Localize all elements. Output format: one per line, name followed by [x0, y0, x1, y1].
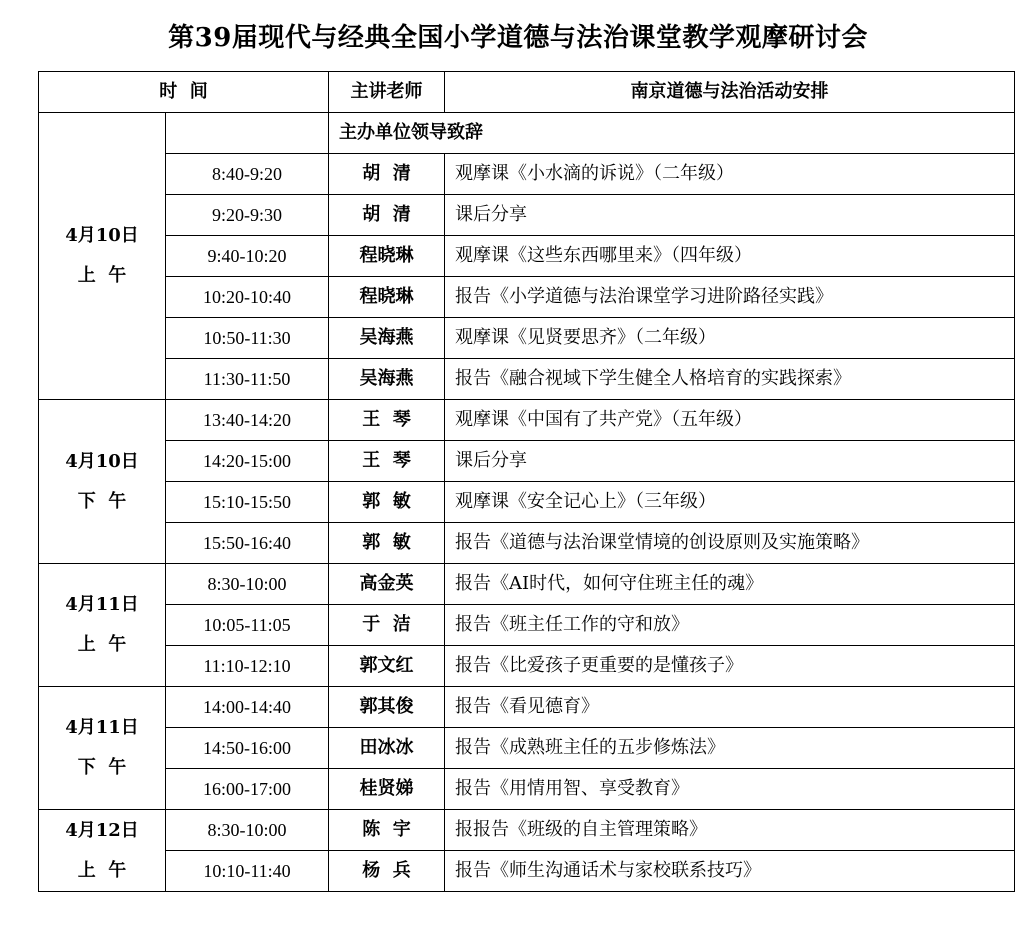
- day-date: 4月11日: [65, 594, 139, 615]
- opening-time-blank: [166, 113, 329, 154]
- header-row: [39, 72, 1015, 113]
- page-title: 第39届现代与经典全国小学道德与法治课堂教学观摩研讨会: [168, 23, 868, 53]
- speaker-name: 程晓琳: [329, 277, 445, 318]
- schedule-row: [39, 523, 1015, 564]
- time-slot: 8:40-9:20: [166, 154, 329, 195]
- activity-description: 观摩课《这些东西哪里来》（四年级）: [445, 236, 1015, 277]
- speaker-name: 吴海燕: [329, 318, 445, 359]
- day-cell: [39, 810, 166, 892]
- speaker-name: 王 琴: [329, 441, 445, 482]
- speaker-name: 田冰冰: [329, 728, 445, 769]
- schedule-row: [39, 318, 1015, 359]
- activity-description: 观摩课《见贤要思齐》（二年级）: [445, 318, 1015, 359]
- activity-description: 观摩课《小水滴的诉说》（二年级）: [445, 154, 1015, 195]
- activity-description: 报告《道德与法治课堂情境的创设原则及实施策略》: [445, 523, 1015, 564]
- day-date: 4月10日: [65, 225, 139, 246]
- schedule-row: [39, 810, 1015, 851]
- time-slot: 9:20-9:30: [166, 195, 329, 236]
- time-slot: 15:50-16:40: [166, 523, 329, 564]
- day-cell: [39, 564, 166, 687]
- speaker-name: 程晓琳: [329, 236, 445, 277]
- opening-remarks: 主办单位领导致辞: [329, 113, 1015, 154]
- speaker-name: 杨 兵: [329, 851, 445, 892]
- time-slot: 15:10-15:50: [166, 482, 329, 523]
- day-period: 下 午: [77, 490, 127, 512]
- activity-description: 报告《用情用智、享受教育》: [445, 769, 1015, 810]
- day-date: 4月10日: [65, 450, 139, 472]
- day-cell: [39, 113, 166, 400]
- opening-row: [39, 113, 1015, 154]
- activity-description: 报告《班主任工作的守和放》: [445, 605, 1015, 646]
- schedule-row: [39, 769, 1015, 810]
- activity-description: 报告《比爱孩子更重要的是懂孩子》: [445, 646, 1015, 687]
- header-time: 时 间: [39, 72, 329, 113]
- schedule-row: [39, 728, 1015, 769]
- activity-description: 报告《师生沟通话术与家校联系技巧》: [445, 851, 1015, 892]
- speaker-name: 桂贤娣: [329, 769, 445, 810]
- schedule-row: [39, 482, 1015, 523]
- activity-description: 报告《成熟班主任的五步修炼法》: [445, 728, 1015, 769]
- schedule-row: [39, 605, 1015, 646]
- speaker-name: 郭 敏: [329, 523, 445, 564]
- schedule-row: [39, 277, 1015, 318]
- day-period: 下 午: [77, 757, 127, 778]
- time-slot: 14:50-16:00: [166, 728, 329, 769]
- speaker-name: 陈 宇: [329, 810, 445, 851]
- speaker-name: 胡 清: [329, 154, 445, 195]
- day-period: 上 午: [77, 634, 127, 655]
- time-slot: 9:40-10:20: [166, 236, 329, 277]
- activity-description: 报告《看见德育》: [445, 687, 1015, 728]
- day-cell: [39, 687, 166, 810]
- day-cell: [39, 400, 166, 564]
- activity-description: 报告《小学道德与法治课堂学习进阶路径实践》: [445, 277, 1015, 318]
- time-slot: 10:50-11:30: [166, 318, 329, 359]
- activity-description: 报告《融合视域下学生健全人格培育的实践探索》: [445, 359, 1015, 400]
- time-slot: 16:00-17:00: [166, 769, 329, 810]
- activity-description: 课后分享: [445, 441, 1015, 482]
- time-slot: 14:00-14:40: [166, 687, 329, 728]
- activity-description: 报报告《班级的自主管理策略》: [445, 810, 1015, 851]
- schedule-body: [39, 113, 1015, 892]
- schedule-table: [38, 71, 1015, 892]
- activity-description: 课后分享: [445, 195, 1015, 236]
- speaker-name: 胡 清: [329, 195, 445, 236]
- schedule-row: [39, 195, 1015, 236]
- day-period: 上 午: [77, 859, 127, 881]
- schedule-row: [39, 236, 1015, 277]
- time-slot: 10:20-10:40: [166, 277, 329, 318]
- schedule-row: [39, 154, 1015, 195]
- activity-description: 报告《AI时代，如何守住班主任的魂》: [445, 564, 1015, 605]
- activity-description: 观摩课《安全记心上》（三年级）: [445, 482, 1015, 523]
- time-slot: 10:05-11:05: [166, 605, 329, 646]
- speaker-name: 郭 敏: [329, 482, 445, 523]
- time-slot: 14:20-15:00: [166, 441, 329, 482]
- time-slot: 11:10-12:10: [166, 646, 329, 687]
- speaker-name: 王 琴: [329, 400, 445, 441]
- day-period: 上 午: [77, 265, 127, 286]
- time-slot: 13:40-14:20: [166, 400, 329, 441]
- time-slot: 8:30-10:00: [166, 810, 329, 851]
- activity-description: 观摩课《中国有了共产党》（五年级）: [445, 400, 1015, 441]
- speaker-name: 郭文红: [329, 646, 445, 687]
- time-slot: 11:30-11:50: [166, 359, 329, 400]
- schedule-row: [39, 359, 1015, 400]
- header-activity: 南京道德与法治活动安排: [445, 72, 1015, 113]
- speaker-name: 于 洁: [329, 605, 445, 646]
- header-speaker: 主讲老师: [329, 72, 445, 113]
- schedule-row: [39, 646, 1015, 687]
- time-slot: 8:30-10:00: [166, 564, 329, 605]
- schedule-row: [39, 851, 1015, 892]
- schedule-row: [39, 564, 1015, 605]
- speaker-name: 吴海燕: [329, 359, 445, 400]
- schedule-row: [39, 687, 1015, 728]
- schedule-row: [39, 441, 1015, 482]
- schedule-row: [39, 400, 1015, 441]
- time-slot: 10:10-11:40: [166, 851, 329, 892]
- day-date: 4月12日: [65, 819, 139, 841]
- speaker-name: 郭其俊: [329, 687, 445, 728]
- day-date: 4月11日: [65, 717, 139, 738]
- speaker-name: 高金英: [329, 564, 445, 605]
